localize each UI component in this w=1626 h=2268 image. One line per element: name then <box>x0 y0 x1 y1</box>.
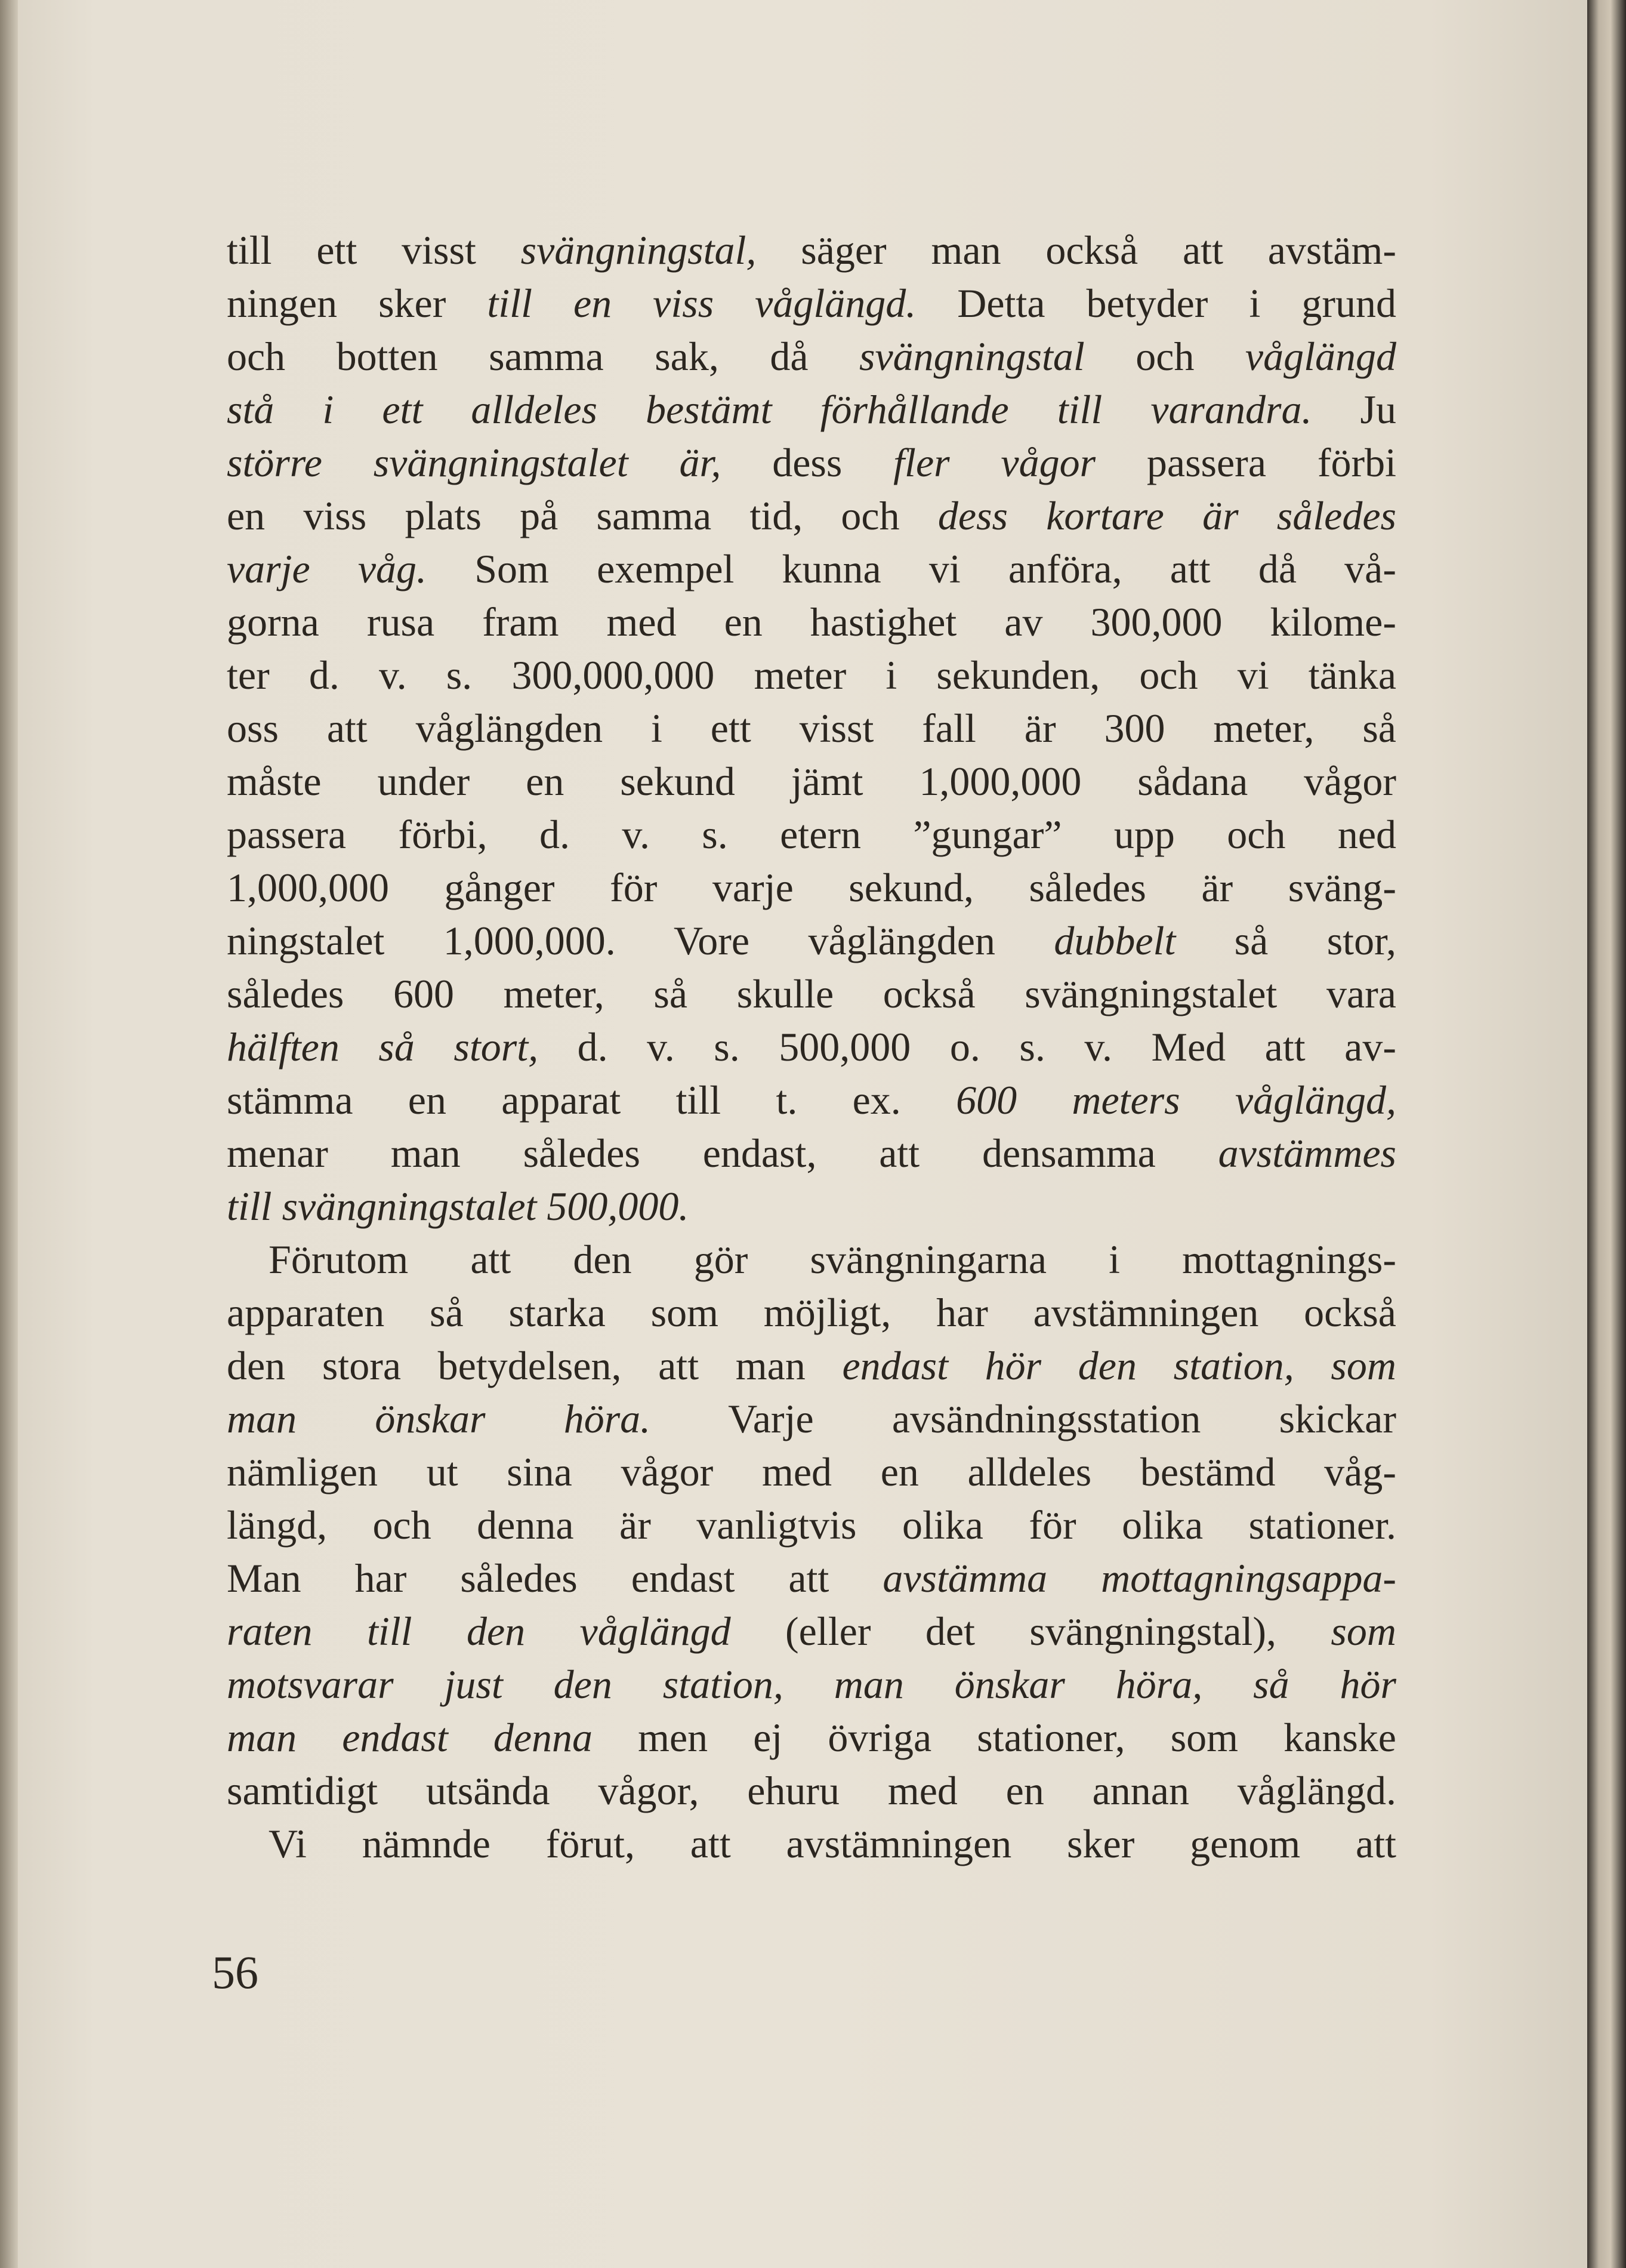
text-line <box>227 489 1396 543</box>
text-span: således 600 meter, så skulle också svängningstalet vara <box>227 971 1396 1016</box>
text-line <box>227 967 1396 1021</box>
italic-text: dubbelt <box>1054 918 1176 963</box>
text-span: (eller det svängningstal), <box>730 1608 1331 1654</box>
text-span: Man har således endast att <box>227 1555 883 1601</box>
italic-text: våglängd <box>1245 334 1396 379</box>
text-line <box>227 1074 1396 1127</box>
italic-text: man önskar höra. <box>227 1396 651 1441</box>
text-line <box>227 1658 1396 1711</box>
text-span: den stora betydelsen, att man <box>227 1343 843 1388</box>
text-span: ter d. v. s. 300,000,000 meter i sekunden, och vi tänka <box>227 652 1396 698</box>
body-text <box>227 224 1396 1871</box>
text-span: samtidigt utsända vågor, ehuru med en annan våglängd. <box>227 1768 1396 1813</box>
text-line <box>227 861 1396 914</box>
text-line <box>227 1392 1396 1446</box>
text-line <box>227 1233 1396 1286</box>
italic-text: motsvarar just den station, man önskar höra, så hör <box>227 1662 1396 1707</box>
text-line <box>227 543 1396 596</box>
italic-text: fler vågor <box>893 440 1096 485</box>
text-line <box>227 1605 1396 1658</box>
text-line <box>227 1127 1396 1180</box>
text-span: Detta betyder i grund <box>916 281 1396 326</box>
italic-text: varje våg. <box>227 546 427 591</box>
text-line <box>227 1180 1396 1233</box>
text-span: så stor, <box>1175 918 1396 963</box>
text-line <box>227 808 1396 861</box>
text-line <box>227 1339 1396 1392</box>
text-span: Ju <box>1312 387 1396 432</box>
text-span: men ej övriga stationer, som kanske <box>593 1715 1396 1760</box>
text-span: dess <box>721 440 894 485</box>
italic-text: dess kortare är således <box>937 493 1396 538</box>
text-span: passera förbi, d. v. s. etern ”gungar” upp och ned <box>227 812 1396 857</box>
text-span: ningen sker <box>227 281 488 326</box>
page-edge <box>1587 0 1626 2268</box>
text-span: passera förbi <box>1096 440 1397 485</box>
text-span: 1,000,000 gånger för varje sekund, således är sväng- <box>227 865 1396 910</box>
italic-text: hälften så stort, <box>227 1024 539 1070</box>
text-line <box>227 383 1396 436</box>
italic-text: endast hör den station, som <box>842 1343 1396 1388</box>
text-span: till ett visst <box>227 227 521 273</box>
text-span: en viss plats på samma tid, och <box>227 493 938 538</box>
text-span: säger man också att avstäm- <box>756 227 1397 273</box>
text-line <box>227 1286 1396 1339</box>
italic-text: 600 meters våglängd, <box>956 1077 1396 1123</box>
text-span: Varje avsändningsstation skickar <box>650 1396 1397 1441</box>
italic-text: svängningstal <box>859 334 1085 379</box>
text-line <box>227 755 1396 808</box>
text-line <box>227 649 1396 702</box>
text-span: Som exempel kunna vi anföra, att då vå- <box>427 546 1396 591</box>
text-line <box>227 1552 1396 1605</box>
text-line <box>227 1817 1396 1871</box>
text-span: måste under en sekund jämt 1,000,000 sådana vågor <box>227 759 1396 804</box>
text-line <box>227 1446 1396 1499</box>
text-line <box>227 277 1396 330</box>
text-span: apparaten så starka som möjligt, har avstämningen också <box>227 1290 1396 1335</box>
text-line <box>227 702 1396 755</box>
text-span: stämma en apparat till t. ex. <box>227 1077 957 1123</box>
italic-text: avstämmes <box>1218 1130 1396 1176</box>
italic-text: som <box>1331 1608 1396 1654</box>
text-line <box>227 224 1396 277</box>
italic-text: man endast denna <box>227 1715 593 1760</box>
text-line <box>227 1764 1396 1817</box>
text-span: ningstalet 1,000,000. Vore våglängden <box>227 918 1054 963</box>
text-span: nämligen ut sina vågor med en alldeles bestämd våg- <box>227 1449 1396 1494</box>
text-span: d. v. s. 500,000 o. s. v. Med att av- <box>538 1024 1396 1070</box>
text-line <box>227 1711 1396 1764</box>
text-span: Förutom att den gör svängningarna i mottagnings- <box>269 1237 1396 1282</box>
text-line <box>227 914 1396 967</box>
text-line <box>227 436 1396 489</box>
page-number: 56 <box>212 1946 258 1998</box>
italic-text: till en viss våglängd. <box>487 281 917 326</box>
italic-text: stå i ett alldeles bestämt förhållande till varandra. <box>227 387 1312 432</box>
text-span: Vi nämnde förut, att avstämningen sker genom att <box>269 1821 1396 1866</box>
spine-shadow <box>0 0 18 2268</box>
italic-text: svängningstal, <box>520 227 757 273</box>
italic-text: till svängningstalet 500,000. <box>227 1184 689 1229</box>
text-span: menar man således endast, att densamma <box>227 1130 1218 1176</box>
italic-text: raten till den våglängd <box>227 1608 731 1654</box>
text-span: gorna rusa fram med en hastighet av 300,000 kilome- <box>227 599 1396 645</box>
text-line <box>227 1021 1396 1074</box>
text-span: längd, och denna är vanligtvis olika för olika stationer. <box>227 1502 1396 1548</box>
text-span: och <box>1084 334 1245 379</box>
text-line <box>227 330 1396 383</box>
italic-text: större svängningstalet är, <box>227 440 721 485</box>
text-span: och botten samma sak, då <box>227 334 859 379</box>
text-span: oss att våglängden i ett visst fall är 300 meter, så <box>227 705 1396 751</box>
text-line <box>227 1499 1396 1552</box>
italic-text: avstämma mottagningsappa- <box>883 1555 1396 1601</box>
text-line <box>227 596 1396 649</box>
